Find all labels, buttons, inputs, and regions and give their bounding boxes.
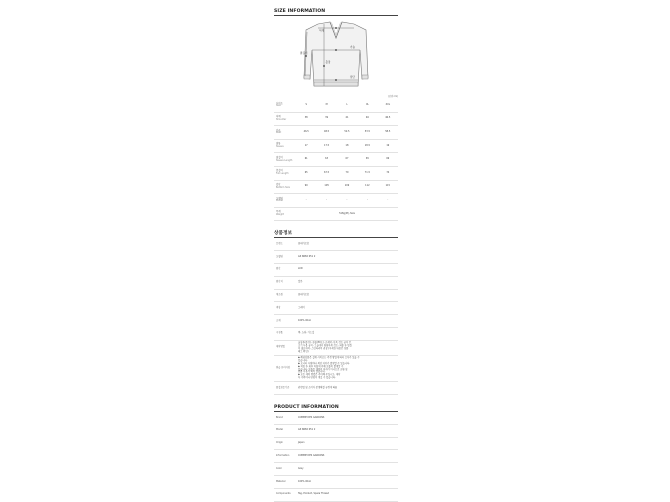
info-key: Components xyxy=(274,488,298,501)
info-value-line: 울샴푸(중성), 찬물(30도), 손세탁, 단독 건조 금지 건 xyxy=(298,341,352,345)
size-row-label xyxy=(274,126,296,140)
size-cell: 58.5 xyxy=(378,126,398,140)
info-key: 원산지 xyxy=(274,276,298,289)
size-row-label-ko: 모델명 xyxy=(276,196,283,200)
info-value-line: Tag, Product, Spare Thread xyxy=(298,492,329,496)
size-cell: 61 xyxy=(296,153,316,167)
info-value-line: 꼼데가르송 xyxy=(298,293,310,297)
info-value xyxy=(298,251,398,264)
size-cell: 71.5 xyxy=(357,166,377,180)
size-cell: - xyxy=(316,194,336,208)
size-cell: 52.5 xyxy=(337,126,357,140)
info-row xyxy=(274,463,398,476)
info-value xyxy=(298,276,398,289)
info-value-line: 조기 사용 금지, 그늘에서 평평하게 건조, 외출 후 빗질 xyxy=(298,344,352,348)
info-value-line: LUD xyxy=(298,267,303,271)
size-row-label-en: Bottom Size xyxy=(276,185,290,189)
info-key: Origin xyxy=(274,437,298,450)
size-row-label-ko: 무게 xyxy=(276,210,281,214)
size-cell: 109 xyxy=(337,180,357,194)
size-table-row xyxy=(274,166,398,180)
info-value-line: 꼼데가르송 xyxy=(298,241,310,245)
info-key: 취급 유의사항 xyxy=(274,355,298,381)
hem-label: 밑단 xyxy=(350,76,356,79)
size-row-label-ko: 가슴 xyxy=(276,128,281,132)
info-value xyxy=(298,289,398,302)
info-value xyxy=(298,263,398,276)
size-row-label xyxy=(274,194,296,208)
product-info-ko-title: 상품정보 xyxy=(274,231,293,237)
size-cell: 65 xyxy=(357,153,377,167)
product-info-ko-table xyxy=(274,238,398,395)
info-key: Model xyxy=(274,424,298,437)
info-key: 브랜드 xyxy=(274,238,298,250)
info-row xyxy=(274,289,398,302)
size-cell: - xyxy=(296,194,316,208)
size-row-label xyxy=(274,112,296,126)
size-cell: 17.5 xyxy=(316,139,336,153)
size-table-row xyxy=(274,126,398,140)
info-row xyxy=(274,412,398,424)
size-info-title: SIZE INFORMATION xyxy=(274,9,326,14)
size-cell: 67 xyxy=(337,153,357,167)
info-row xyxy=(274,488,398,501)
info-key: Color xyxy=(274,463,298,476)
info-row xyxy=(274,276,398,289)
size-row-label-en: Full Length xyxy=(276,172,289,176)
size-cell: S xyxy=(296,99,316,112)
info-value xyxy=(298,382,398,395)
weight-cell: 518g(M), Size xyxy=(296,207,398,221)
info-value-line: 택, 쇼핑, 카드집 xyxy=(298,331,315,335)
size-row-label-ko: 팔통 xyxy=(276,142,281,146)
size-table-row xyxy=(274,139,398,153)
info-key: 색상 xyxy=(274,302,298,315)
size-cell: 46 xyxy=(357,112,377,126)
info-value-line: COMME DES GARCONS xyxy=(298,453,325,457)
info-value-line: 태그 확인) xyxy=(298,349,309,353)
info-value xyxy=(298,437,398,450)
size-table-row xyxy=(274,112,398,126)
size-cell: 17 xyxy=(296,139,316,153)
info-key: 제조원 xyxy=(274,289,298,302)
info-value xyxy=(298,340,398,355)
info-value-line: ◆ 모니터 사양마다 색상 차이가 발생할 수 있습니다. xyxy=(298,362,350,365)
info-value xyxy=(298,327,398,340)
info-key: 소재 xyxy=(274,315,298,328)
info-value xyxy=(298,463,398,476)
size-cell: - xyxy=(337,194,357,208)
info-row xyxy=(274,382,398,395)
sweater-size-diagram xyxy=(274,16,398,94)
info-value xyxy=(298,476,398,489)
info-key: Information xyxy=(274,450,298,463)
info-value-line: ◆ 해당상품은 실제 사이즈는 측정 방법에 따라 오차가 있을 수 xyxy=(298,356,360,360)
size-cell: 69 xyxy=(378,153,398,167)
size-cell: 46.5 xyxy=(296,126,316,140)
size-table-row xyxy=(274,180,398,194)
info-value xyxy=(298,355,398,381)
info-row xyxy=(274,327,398,340)
info-key: 품질보증기준 xyxy=(274,382,298,395)
size-cell: 74 xyxy=(378,166,398,180)
size-cell: 19 xyxy=(378,139,398,153)
size-table-row xyxy=(274,99,398,112)
product-info-en-title: PRODUCT INFORMATION xyxy=(274,405,339,411)
size-cell: XL xyxy=(357,99,377,112)
info-value xyxy=(298,488,398,501)
info-value xyxy=(298,450,398,463)
size-table-row xyxy=(274,207,398,221)
size-cell: - xyxy=(357,194,377,208)
info-key: Brand xyxy=(274,412,298,424)
size-row-label-ko: 어깨 xyxy=(276,115,281,119)
size-cell: 115 xyxy=(378,180,398,194)
info-value xyxy=(298,412,398,424)
info-row xyxy=(274,424,398,437)
info-row xyxy=(274,437,398,450)
size-row-label xyxy=(274,153,296,167)
size-row-label-en: Weight xyxy=(276,213,285,217)
info-value-line: 반품 사유가 되지 않습니다. xyxy=(298,370,326,374)
size-row-label xyxy=(274,180,296,194)
info-value-line: 100% Wool xyxy=(298,479,311,483)
info-value-line: 그레이 xyxy=(298,305,305,309)
shoulder-label: 어깨 xyxy=(319,29,325,33)
size-cell: 48.5 xyxy=(316,126,336,140)
size-cell: L xyxy=(337,99,357,112)
size-cell: M xyxy=(316,99,336,112)
size-row-label-ko: 총길이 xyxy=(276,169,283,173)
size-cell: 53.5 xyxy=(357,126,377,140)
info-value-line: 이 필요하며, 스팀다리미 권장 (자세한 내용은 상품 xyxy=(298,346,349,350)
size-cell: 63 xyxy=(316,153,336,167)
info-key: 세탁방법 xyxy=(274,340,298,355)
product-info-en-table xyxy=(274,412,398,502)
size-row-label-ko: 밑단 xyxy=(276,183,281,187)
size-row-label-en: Bust xyxy=(276,131,282,135)
info-value xyxy=(298,424,398,437)
unit-note: (단위:cm) xyxy=(387,95,398,98)
info-value xyxy=(298,315,398,328)
info-value-line: AZ N082 051 2 xyxy=(298,254,316,258)
info-value xyxy=(298,238,398,250)
info-value-line: 있습니다. 보풀은 제품의 하자가 아니므로 교환 및 xyxy=(298,367,348,371)
info-value-line: Japan xyxy=(298,441,305,445)
info-value-line: 100% Wool xyxy=(298,318,311,322)
size-cell: 105 xyxy=(316,180,336,194)
size-cell: 38 xyxy=(296,112,316,126)
size-table-row xyxy=(274,194,398,208)
size-cell: 112 xyxy=(357,180,377,194)
info-row xyxy=(274,355,398,381)
info-row xyxy=(274,302,398,315)
sleeve-label: 팔길이 xyxy=(300,52,308,55)
size-row-label xyxy=(274,139,296,153)
info-key: 구성품 xyxy=(274,327,298,340)
size-row-label-en: Size xyxy=(276,104,281,108)
size-row-label-en: Shoulder xyxy=(276,117,287,121)
size-cell: 18.5 xyxy=(357,139,377,153)
info-value xyxy=(298,302,398,315)
info-row xyxy=(274,251,398,264)
info-row xyxy=(274,238,398,250)
product-detail-page xyxy=(274,8,398,502)
size-cell: 67.5 xyxy=(316,166,336,180)
size-cell: 41 xyxy=(337,112,357,126)
size-cell: 46.5 xyxy=(378,112,398,126)
size-table xyxy=(274,99,398,221)
info-row xyxy=(274,340,398,355)
size-row-label-ko: 팔길이 xyxy=(276,155,283,159)
info-key: 모델명 xyxy=(274,251,298,264)
info-row xyxy=(274,476,398,489)
size-cell: 70 xyxy=(337,166,357,180)
info-value-line: AZ N082 051 2 xyxy=(298,428,316,432)
size-row-label xyxy=(274,207,296,221)
size-row-label-en: Model xyxy=(276,199,283,203)
info-value-line: COMME DES GARCONS xyxy=(298,415,325,419)
info-value-line: 있습니다. xyxy=(298,359,308,363)
size-cell: 65 xyxy=(296,166,316,180)
info-value-line: ◆ 모든 세탁 방법은 주의해 주십시오. 세탁 xyxy=(298,373,341,377)
info-row xyxy=(274,263,398,276)
info-value-line: 일본 xyxy=(298,280,303,284)
size-row-label-ko: 사이즈 xyxy=(276,101,283,105)
info-row xyxy=(274,315,398,328)
info-key: 원산 xyxy=(274,263,298,276)
size-cell: - xyxy=(378,194,398,208)
info-value-line: Grey xyxy=(298,466,304,470)
chest-label: 가슴 xyxy=(350,46,356,49)
info-row xyxy=(274,450,398,463)
length-label: 총장 xyxy=(325,61,331,64)
info-value-line: ◆ 착용 후 외부 마찰에 의해 보풀이 발생할 수 xyxy=(298,364,344,368)
sweater-illustration xyxy=(274,16,398,94)
size-row-label-en: Sleeve xyxy=(276,145,284,149)
size-row-label xyxy=(274,99,296,112)
size-cell: 99 xyxy=(296,180,316,194)
size-table-row xyxy=(274,153,398,167)
size-row-label xyxy=(274,166,296,180)
size-row-label-en: Sleeve Length xyxy=(276,158,293,162)
size-cell: 39 xyxy=(316,112,336,126)
info-value-line: 관련법 및 소비자 분쟁해결 규정에 따름 xyxy=(298,385,338,389)
size-cell: 18 xyxy=(337,139,357,153)
info-key: Material xyxy=(274,476,298,489)
info-value-line: 후 수축이나 변형이 생길 수 있습니다. xyxy=(298,375,336,379)
size-cell: XXL xyxy=(378,99,398,112)
